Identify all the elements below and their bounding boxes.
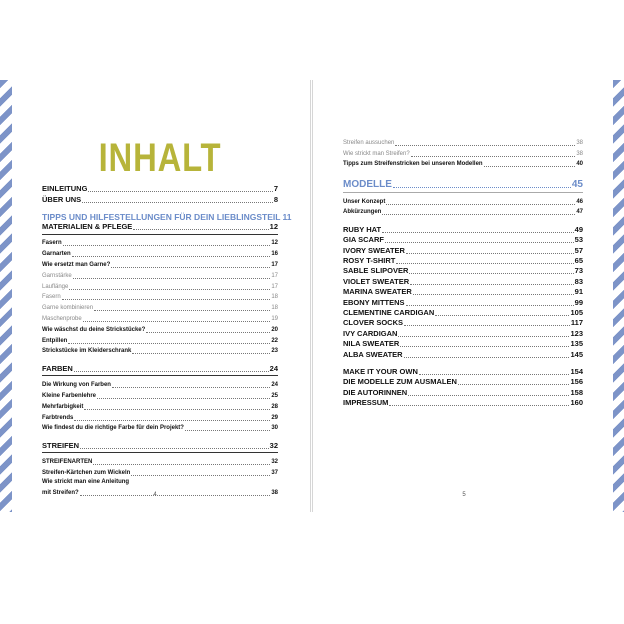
toc-entry: STREIFENARTEN 32 [42,459,278,465]
toc-model-entry: CLOVER SOCKS 117 [343,318,583,328]
toc-section-heading: MODELLE 45 [343,179,583,191]
book-spread [0,80,624,512]
toc-chapter-stripes: STREIFEN 32 [42,440,278,450]
toc-right [343,137,583,408]
toc-model-entry: GIA SCARF 53 [343,235,583,245]
page-title: INHALT [98,136,222,180]
toc-entry: Entpillen 22 [42,337,278,344]
toc-entry: MAKE IT YOUR OWN 154 [343,366,583,376]
toc-entry: Lauflänge 17 [42,283,278,290]
toc-entry: Streifen aussuchen 38 [343,139,583,146]
toc-entry: Strickstücke im Kleiderschrank 23 [42,348,278,355]
toc-entry: Garne kombinieren 18 [42,305,278,312]
toc-chapter-materials: MATERIALIEN & PFLEGE 12 [42,222,278,232]
toc-entry: DIE AUTORINNEN 158 [343,387,583,397]
left-stripe-border [0,80,12,512]
toc-entry: Mehrfarbigkeit 28 [42,403,278,410]
toc-entry: Fasern 12 [42,240,278,247]
toc-model-entry: EBONY MITTENS 99 [343,297,583,307]
toc-entry: Farbtrends 29 [42,414,278,421]
toc-model-entry: IVY CARDIGAN 123 [343,328,583,338]
toc-model-entry: NILA SWEATER 135 [343,339,583,349]
toc-model-entry: VIOLET SWEATER 83 [343,276,583,286]
toc-model-entry: RUBY HAT 49 [343,224,583,234]
toc-chapter-colors: FARBEN 24 [42,363,278,373]
toc-model-entry: SABLE SLIPOVER 73 [343,266,583,276]
toc-entry: Wie strickt man eine Anleitung [42,478,130,485]
page-number: 4 [153,492,157,498]
toc-entry: Tipps zum Streifenstricken bei unseren Modellen 40 [343,161,583,168]
toc-model-entry: ALBA SWEATER 145 [343,349,583,359]
toc-entry: Wie ersetzt man Garne? 17 [42,262,278,269]
toc-entry: Kleine Farbenlehre 25 [42,392,278,399]
toc-entry: DIE MODELLE ZUM AUSMALEN 156 [343,377,583,387]
toc-entry: Wie findest du die richtige Farbe für dein Projekt? 30 [42,425,278,432]
toc-entry: Garnarten 16 [42,251,278,258]
toc-entry: Abkürzungen 47 [343,209,583,216]
page-number: 5 [462,492,466,498]
toc-entry: Garnstärke 17 [42,272,278,279]
toc-section-heading: TIPPS UND HILFESTELLUNGEN FÜR DEIN LIEBLINGSTEIL 11 [42,211,292,222]
toc-model-entry: ROSY T-SHIRT 65 [343,256,583,266]
toc-model-entry: MARINA SWEATER 91 [343,287,583,297]
toc-entry: Die Wirkung von Farben 24 [42,382,278,389]
toc-entry: ÜBER UNS 8 [42,194,278,204]
toc-entry: Unser Konzept 46 [343,198,583,205]
toc-entry: Fasern 18 [42,294,278,301]
toc-entry: Wie wäschst du deine Strickstücke? 20 [42,326,278,333]
toc-model-entry: IVORY SWEATER 57 [343,245,583,255]
right-stripe-border [613,80,624,512]
toc-entry: mit Streifen? 38 [42,489,278,496]
toc-entry: Streifen-Kärtchen zum Wickeln 37 [42,469,278,476]
toc-left [42,184,292,498]
toc-entry: EINLEITUNG 7 [42,184,278,194]
toc-model-entry: CLEMENTINE CARDIGAN 105 [343,308,583,317]
left-page [0,80,311,512]
toc-entry: Wie strickt man Streifen? 38 [343,150,583,157]
toc-entry: IMPRESSUM 160 [343,398,583,408]
toc-entry: Maschenprobe 19 [42,316,278,323]
